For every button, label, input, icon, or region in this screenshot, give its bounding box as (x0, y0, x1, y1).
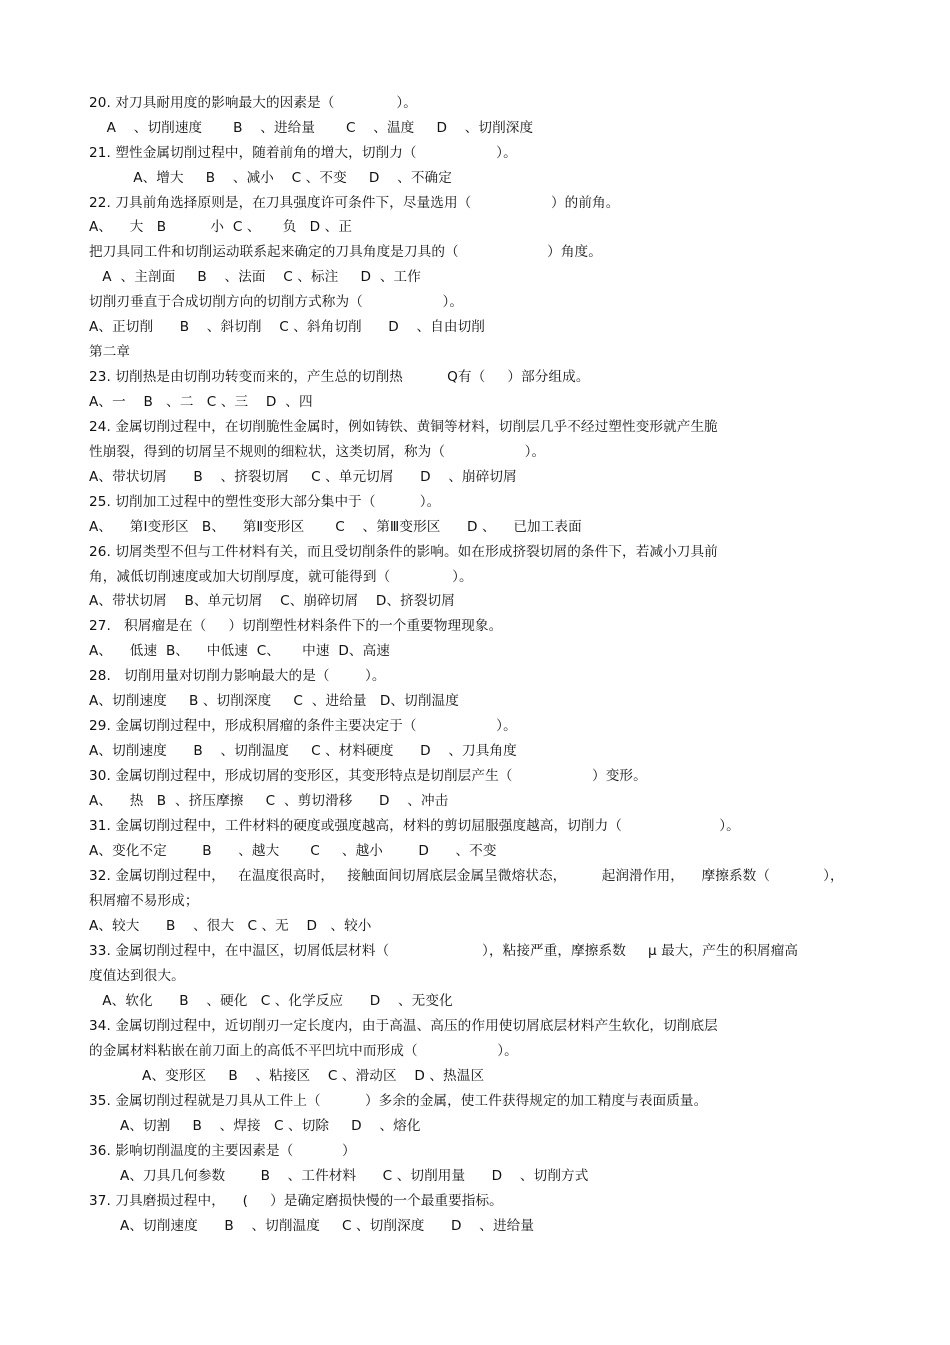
text-line: A、 第Ⅰ变形区 B、 第Ⅱ变形区 C 、第Ⅲ变形区 D 、 已加工表面 (89, 519, 582, 535)
text-line: 度值达到很大。 (89, 968, 185, 984)
text-line: 28. 切削用量对切削力影响最大的是（ ）。 (89, 668, 386, 684)
text-line: 26. 切屑类型不但与工件材料有关，而且受切削条件的影响。如在形成挤裂切屑的条件下，若减小刀具前 (89, 544, 718, 560)
text-line: A、一 B 、二 C 、三 D 、四 (89, 394, 313, 410)
text-line: 切削刃垂直于合成切削方向的切削方式称为（ ）。 (89, 294, 464, 310)
text-line: 25. 切削加工过程中的塑性变形大部分集中于（ ）。 (89, 494, 441, 510)
text-line: A、刀具几何参数 B 、工件材料 C 、切削用量 D 、切削方式 (89, 1168, 589, 1184)
text-line: 20. 对刀具耐用度的影响最大的因素是（ ）。 (89, 95, 417, 111)
text-line: A 、切削速度 B 、进给量 C 、温度 D 、切削深度 (89, 120, 534, 136)
text-line: 21. 塑性金属切削过程中，随着前角的增大，切削力（ ）。 (89, 145, 517, 161)
text-line: 24. 金属切削过程中，在切削脆性金属时，例如铸铁、黄铜等材料，切削层几乎不经过塑性变形就产生脆 (89, 419, 718, 435)
text-line: A、切削速度 B 、切削深度 C 、进给量 D、切削温度 (89, 693, 459, 709)
text-line: 把刀具同工件和切削运动联系起来确定的刀具角度是刀具的（ ）角度。 (89, 244, 602, 260)
text-line: 31. 金属切削过程中，工件材料的硬度或强度越高，材料的剪切屈服强度越高，切削力（ ）。 (89, 818, 740, 834)
text-line: A、软化 B 、硬化 C 、化学反应 D 、无变化 (89, 993, 453, 1009)
text-line: A、增大 B 、减小 C 、不变 D 、不确定 (89, 170, 452, 186)
text-line: A、带状切屑 B、单元切屑 C、崩碎切屑 D、挤裂切屑 (89, 593, 455, 609)
text-line: A 、主剖面 B 、法面 C 、标注 D 、工作 (89, 269, 421, 285)
text-line: A、正切削 B 、斜切削 C 、斜角切削 D 、自由切削 (89, 319, 485, 335)
text-line: A、 低速 B、 中低速 C、 中速 D、高速 (89, 643, 391, 659)
text-line: 32. 金属切削过程中， 在温度很高时， 接触面间切屑底层金属呈微熔状态， 起润滑作用， 摩擦系数（ ）， (89, 868, 844, 884)
text-line: 33. 金属切削过程中，在中温区，切屑低层材料（ ），粘接严重，摩擦系数 μ 最大，产生的积屑瘤高 (89, 943, 799, 959)
text-line: A、带状切屑 B 、挤裂切屑 C 、单元切屑 D 、崩碎切屑 (89, 469, 517, 485)
text-line: 34. 金属切削过程中，近切削刃一定长度内，由于高温、高压的作用使切屑底层材料产生软化，切削底层 (89, 1018, 718, 1034)
text-line: 36. 影响切削温度的主要因素是（ ） (89, 1143, 356, 1159)
text-line: 性崩裂，得到的切屑呈不规则的细粒状，这类切屑，称为（ ）。 (89, 444, 546, 460)
text-line: A、变形区 B 、粘接区 C 、滑动区 D 、热温区 (89, 1068, 485, 1084)
text-line: 22. 刀具前角选择原则是，在刀具强度许可条件下，尽量选用（ ）的前角。 (89, 195, 620, 211)
text-line: 角，减低切削速度或加大切削厚度，就可能得到（ ）。 (89, 569, 473, 585)
text-line: A、 大 B 小 C 、 负 D 、正 (89, 219, 353, 235)
text-line: A、 热 B 、挤压摩擦 C 、剪切滑移 D 、冲击 (89, 793, 449, 809)
text-line: 29. 金属切削过程中，形成积屑瘤的条件主要决定于（ ）。 (89, 718, 517, 734)
text-line: A、切割 B 、焊接 C 、切除 D 、熔化 (89, 1118, 421, 1134)
text-line: 积屑瘤不易形成； (89, 893, 199, 909)
text-line: 37. 刀具磨损过程中， ( ）是确定磨损快慢的一个最重要指标。 (89, 1193, 503, 1209)
text-line: A、较大 B 、很大 C 、无 D 、较小 (89, 918, 372, 934)
text-line: 27. 积屑瘤是在（ ）切削塑性材料条件下的一个重要物理现象。 (89, 618, 503, 634)
text-line: A、变化不定 B 、越大 C 、越小 D 、不变 (89, 843, 497, 859)
text-line: 35. 金属切削过程就是刀具从工件上（ ）多余的金属，使工件获得规定的加工精度与表面质量。 (89, 1093, 708, 1109)
text-line: 第二章 (89, 344, 131, 360)
text-line: 的金属材料粘嵌在前刀面上的高低不平凹坑中而形成（ ）。 (89, 1043, 518, 1059)
text-line: 30. 金属切削过程中，形成切屑的变形区，其变形特点是切削层产生（ ）变形。 (89, 768, 647, 784)
text-line: 23. 切削热是由切削功转变而来的，产生总的切削热 Q有（ ）部分组成。 (89, 369, 590, 385)
text-line: A、切削速度 B 、切削温度 C 、切削深度 D 、进给量 (89, 1218, 535, 1234)
text-line: A、切削速度 B 、切削温度 C 、材料硬度 D 、刀具角度 (89, 743, 517, 759)
